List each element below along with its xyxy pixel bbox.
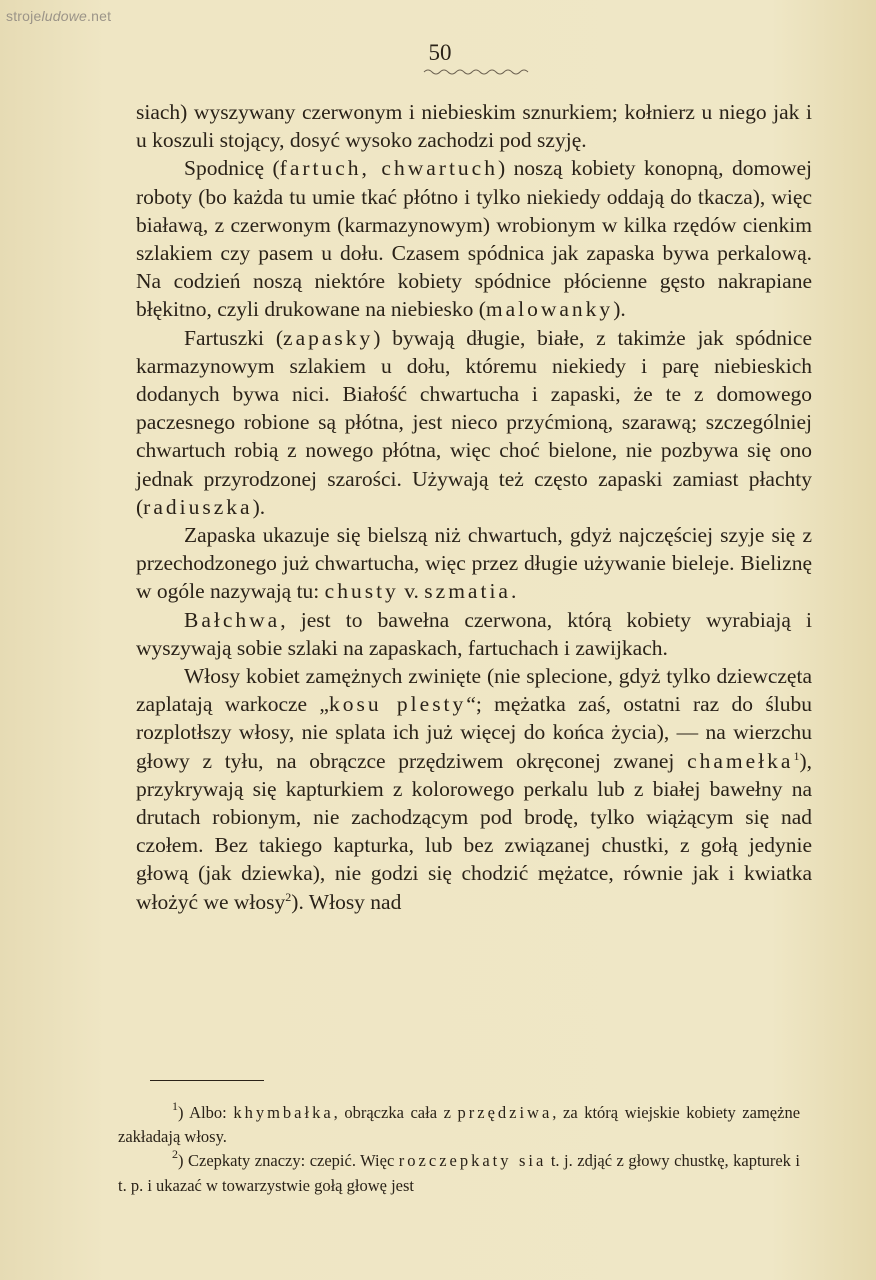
body-text xyxy=(136,98,812,916)
spaced-term: szmatia xyxy=(424,579,511,604)
footnotes xyxy=(118,1101,800,1198)
footnote-reference: 1 xyxy=(172,1099,178,1113)
paragraph xyxy=(136,606,812,662)
spaced-term: przędziwa xyxy=(457,1103,553,1122)
text-segment: t. j. zdjąć z głowy chustkę, kapturek i t. p. i ukazać w towarzystwie gołą głowę jest xyxy=(118,1151,800,1195)
footnote xyxy=(118,1101,800,1149)
watermark-part: stroje xyxy=(6,8,42,24)
site-watermark xyxy=(6,8,111,24)
footnote-reference: 2 xyxy=(172,1147,178,1162)
text-segment: , za którą wiejskie kobiety zamężne zakładają włosy. xyxy=(118,1103,801,1147)
paragraph xyxy=(136,662,812,916)
watermark-part: ludowe xyxy=(41,8,88,24)
watermark-part: .net xyxy=(87,8,112,24)
text-segment: ) noszą kobiety konopną, domowej roboty (bo każda tu umie tkać płótno i tylko niekiedy oddają do tkacza), więc białawą, z czerwonym (karmazynowym) wrobionym w kilka rzędów cienkim szlakiem czy pasem u dołu. Czasem spódnica jak zapaska bywa perkalową. Na codzień noszą niektóre kobiety spódnice płócienne gęsto nakrapiane błękitno, czyli drukowane na niebiesko ( xyxy=(136,156,812,322)
text-segment: Zapaska ukazuje się bielszą niż chwartuch, gdyż najczęściej szyje się z przechodzonego już chwartucha, więc przez długie używanie bieleje. Bieliznę w ogóle nazywają tu: xyxy=(136,523,812,604)
footnote-reference: 1 xyxy=(793,748,800,763)
text-segment: ). xyxy=(613,297,626,322)
spaced-term: kosu plesty xyxy=(328,692,467,717)
spaced-term: radiuszka xyxy=(143,494,253,519)
text-segment: ) Albo: xyxy=(178,1103,234,1122)
text-segment: , obrączka cała z xyxy=(333,1103,458,1122)
paragraph xyxy=(136,154,812,323)
text-segment: ). xyxy=(252,494,266,519)
footnote-reference: 2 xyxy=(285,889,292,904)
text-segment: ). Włosy nad xyxy=(291,889,402,914)
text-segment: . xyxy=(510,579,517,604)
text-segment: v. xyxy=(398,579,425,604)
page-number: 50 xyxy=(428,40,452,65)
text-segment: ) Czepkaty znaczy: czepić. Więc xyxy=(178,1151,399,1171)
text-segment: ) bywają długie, białe, z takimże jak spódnice karmazynowym szlakiem u dołu, któremu niekiedy i parę niebieskich dodanych bywa nici. Białość chwartucha i zapaski, że te z domowego paczesnego robione są płótna, jest nieco przyćmioną, szarawą; szczególniej chwartuch robią z nowego płótna, więc choć bielone, nie pozbywa się ono jednak przyrodzonej szarości. Używają też często zapaski zamiast płachty ( xyxy=(136,325,812,519)
spaced-term: malowanky xyxy=(485,297,614,322)
paragraph xyxy=(136,521,812,606)
footnote xyxy=(118,1149,800,1197)
text-segment: , jest to bawełna czerwona, którą kobiety wyrabiają i wyszywają sobie szlaki na zapaskach, fartuchach i zawijkach. xyxy=(136,607,812,660)
paragraph xyxy=(136,324,812,521)
text-segment: “; mężatka zaś, ostatni raz do ślubu rozplotłszy włosy, nie splata ich już więcej do końca życia), — na wierzchu głowy z tyłu, na obrączce przędziwem okręconej zwanej xyxy=(136,692,812,773)
spaced-term: khymbałka xyxy=(233,1103,334,1122)
spaced-term: rozczepkaty sia xyxy=(398,1151,547,1171)
header-ornament xyxy=(422,66,534,76)
paragraph xyxy=(136,98,812,154)
text-segment: siach) wyszywany czerwonym i niebieskim sznurkiem; kołnierz u niego jak i u koszuli stojący, dosyć wysoko zachodzi pod szyję. xyxy=(136,100,812,153)
text-segment: Fartuszki ( xyxy=(184,325,284,350)
text-segment: Spodnicę ( xyxy=(184,156,280,181)
spaced-term: fartuch, chwartuch xyxy=(279,156,498,181)
text-segment: ), przykrywają się kapturkiem z kolorowego perkalu lub z białej bawełny na drutach robionym, nie zachodzącym pod brodę, tylko wiążącym się nad czołem. Bez takiego kapturka, lub bez związanej chustki, z gołą jedynie głową (jak dziewka), nie godzi się chodzić mężatce, równie jak i kwiatka włożyć we włosy xyxy=(136,748,812,914)
footnote-separator xyxy=(150,1080,264,1081)
spaced-term: chamełka xyxy=(687,748,794,773)
spaced-term: zapasky xyxy=(283,325,374,350)
spaced-term: chusty xyxy=(324,579,399,604)
text-segment: Włosy kobiet zamężnych zwinięte (nie splecione, gdyż tylko dziewczęta zaplatają warkocze „ xyxy=(136,664,812,717)
spaced-term: Bałchwa xyxy=(184,607,281,632)
